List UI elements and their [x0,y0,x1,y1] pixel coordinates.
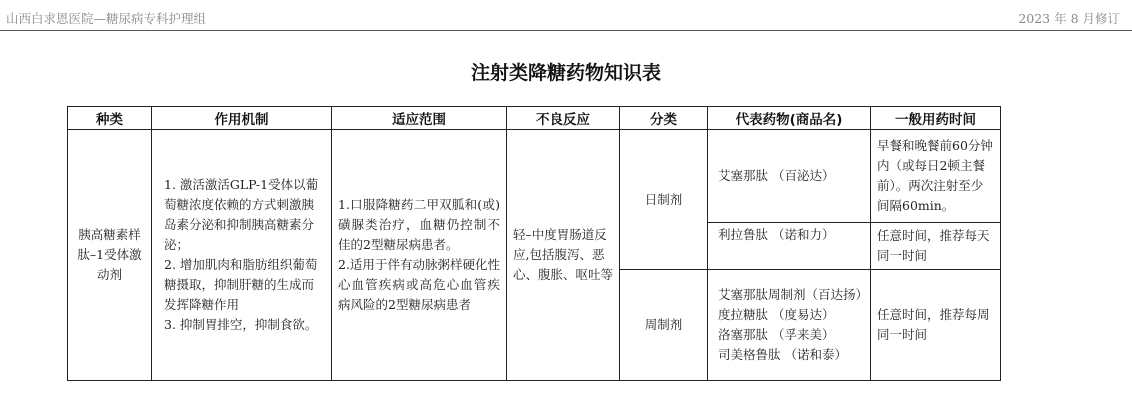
category-cell [68,130,152,381]
column-header-dosing-time: 一般用药时间 [871,107,1001,130]
drug-name: 艾塞那肽周制剂（百达扬） [718,287,869,302]
drug-name: 利拉鲁肽 （诺和力） [718,227,835,242]
drug-name: 度拉糖肽 （度易达） [718,307,835,322]
column-header-adverse-reactions: 不良反应 [507,107,620,130]
mechanism-item: 3. 抑制胃排空，抑制食欲。 [164,317,318,332]
indication-item: 1.口服降糖药二甲双胍和(或)磺脲类治疗，血糖仍控制不佳的2型糖尿病患者。 [338,197,500,252]
column-header-class: 分类 [620,107,708,130]
timing-cell [871,223,1001,270]
page-header [0,0,1132,31]
timing-text: 任意时间，推荐每周同一时间 [877,307,990,342]
class-label: 日制剂 [644,191,683,207]
indication-item: 2.适用于伴有动脉粥样硬化性心血管疾病或高危心血管疾病风险的2型糖尿病患者 [338,257,500,312]
timing-text: 早餐和晚餐前60分钟内（或每日2顿主餐前）。两次注射至少间隔60min。 [877,138,993,213]
drug-name: 洛塞那肽 （孚来美） [718,327,835,342]
mechanism-cell [152,130,332,381]
column-header-representative-drugs: 代表药物(商品名) [708,107,871,130]
mechanism-item: 1. 激活激活GLP-1受体以葡萄糖浓度依赖的方式刺激胰岛素分泌和抑制胰高糖素分泌； [164,177,319,252]
adverse-reactions-text: 轻–中度胃肠道反应,包括腹泻、恶心、腹胀、呕吐等 [513,227,614,282]
column-header-indications: 适应范围 [332,107,507,130]
timing-cell [871,130,1001,223]
table-header-row [68,107,1001,130]
table-row [68,130,1001,223]
drug-cell [708,270,871,381]
drug-cell [708,130,871,223]
category-text: 胰高糖素样肽–1受体激动剂 [77,227,142,282]
header-organization: 山西白求恩医院—糖尿病专科护理组 [6,11,207,26]
adverse-reactions-cell [507,130,620,381]
column-header-mechanism: 作用机制 [152,107,332,130]
indications-cell [332,130,507,381]
mechanism-item: 2. 增加肌肉和脂肪组织葡萄糖摄取，抑制肝糖的生成而发挥降糖作用 [164,257,318,312]
column-header-category: 种类 [68,107,152,130]
timing-text: 任意时间，推荐每天同一时间 [877,228,990,263]
drug-name: 司美格鲁肽 （诺和泰） [718,347,847,362]
class-cell-weekly [620,270,708,381]
drug-cell [708,223,871,270]
header-revision-date: 2023 年 8 月修订 [1018,11,1120,26]
class-label: 周制剂 [644,317,683,332]
page-title: 注射类降糖药物知识表 [470,62,661,84]
timing-cell [871,270,1001,381]
drug-knowledge-table [67,106,1001,381]
drug-name: 艾塞那肽 （百泌达） [718,168,835,183]
class-cell-daily [620,130,708,270]
